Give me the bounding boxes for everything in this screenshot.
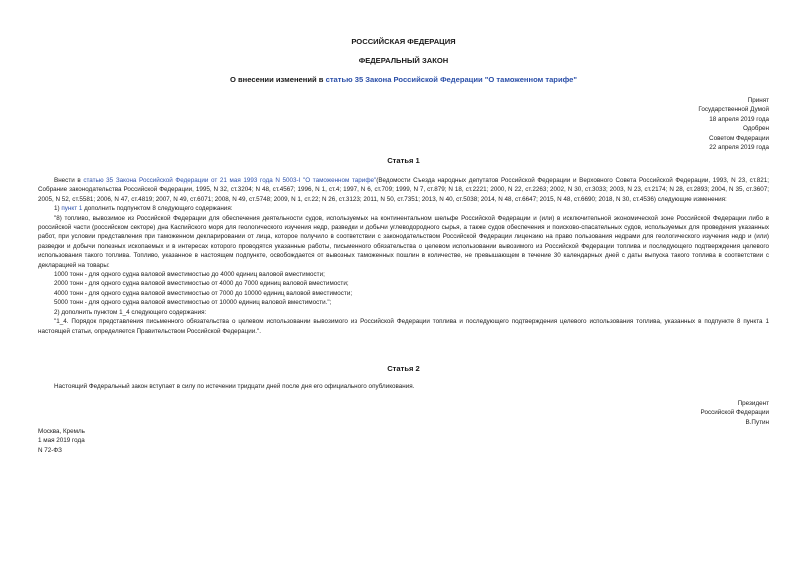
article-1-body bbox=[38, 176, 769, 336]
intro-rest: (Ведомости Съезда народных депутатов Российской Федерации и Верховного Совета Российской Федерации, 1993, N 23, ст.821; Собрание законодательства Российской Федерации, 1995, N 32, ст.3204; N 48, ст.4567; 1996, N 1, ст.4; 1997, N 6, ст.709; 1999, N 7, ст.879; N 18, ст.2221; 2000, N 22, ст.2263; 2002, N 30, ст.3033; 2003, N 23, ст.2174; N 28, ст.2893; 2004, N 35, ст.3607; 2005, N 52, ст.5581; 2006, N 47, ст.4819; 2007, N 49, ст.6071; 2008, N 49, ст.5748; 2009, N 1, ст.22; N 26, ст.3123; 2011, N 50, ст.7351; 2013, N 40, ст.5038; 2014, N 48, ст.6647; 2015, N 48, ст.6690; 2018, N 30, ст.4536) следующие изменения: bbox=[38, 177, 770, 203]
item-1-number: 1) bbox=[54, 205, 62, 213]
limit-line: 1000 тонн - для одного судна валовой вместимостью до 4000 единиц валовой вместимости; bbox=[54, 271, 325, 279]
item-1-link[interactable]: пункт 1 bbox=[61, 205, 83, 213]
item-1-rest: дополнить подпунктом 8 следующего содержания: bbox=[82, 205, 233, 213]
acceptance-line: Принят bbox=[747, 97, 769, 104]
acceptance-block bbox=[698, 96, 769, 152]
item-1-text: "8) топливо, вывозимое из Российской Федерации для обеспечения деятельности судов, используемых на континентальном шельфе Российской Федерации и (или) в исключительной экономической зоне Российской Федерации либо в российской части (российском секторе) дна Каспийского моря для геологического изучения недр, разведки и добычи углеводородного сырья, а также судов обеспечения и поисково-спасательных судов, используемых для проведения указанных работ, при условии представления при таможенном декларировании от лица, которое получило в соответствии с законодательством Российской Федерации лицензию на право пользования недрами для геологического изучения недр и (или) разведки и добычи полезных ископаемых и в интересах которого проводятся указанные работы, письменного обязательства о целевом использовании вывозимого из Российской Федерации топлива и последующего подтверждения целевого использования такого топлива. Топливо, указанное в настоящем подпункте, освобождается от вывозных таможенных пошлин в количестве, не превышающем в течение 30 календарных дней с даты выпуска такого топлива в соответствии с декларацией на товары: bbox=[38, 214, 769, 269]
law-title-prefix: О внесении изменений в bbox=[230, 75, 326, 84]
acceptance-line: Советом Федерации bbox=[709, 134, 769, 142]
signature-line: В.Путин bbox=[745, 418, 769, 426]
item-2: 2) дополнить пунктом 1_4 следующего содержания: bbox=[54, 308, 207, 316]
signature-block bbox=[701, 399, 769, 427]
signature-line: Президент bbox=[737, 400, 769, 407]
article-2-body bbox=[38, 382, 769, 391]
item-1 bbox=[38, 204, 769, 213]
signature-line: Российской Федерации bbox=[700, 409, 769, 417]
law-title bbox=[0, 75, 807, 84]
article-1-intro bbox=[38, 176, 769, 204]
date-line: 1 мая 2019 года bbox=[38, 437, 85, 445]
acceptance-line: Одобрен bbox=[742, 125, 769, 133]
country-heading: РОССИЙСКАЯ ФЕДЕРАЦИЯ bbox=[351, 37, 456, 46]
law-number: N 72-ФЗ bbox=[38, 446, 62, 454]
limit-line: 4000 тонн - для одного судна валовой вместимостью от 7000 до 10000 единиц валовой вместимости; bbox=[54, 289, 353, 297]
acceptance-line: 18 апреля 2019 года bbox=[709, 115, 769, 123]
acceptance-line: Государственной Думой bbox=[698, 106, 769, 114]
intro-prefix: Внести в bbox=[54, 177, 84, 184]
law-reference-link[interactable]: статью 35 Закона Российской Федерации от 21 мая 1993 года N 5003-I "О таможенном тарифе" bbox=[83, 177, 377, 184]
law-title-link[interactable]: статью 35 Закона Российской Федерации "О таможенном тарифе" bbox=[325, 75, 577, 84]
item-2-text: "1_4. Порядок представления письменного обязательства о целевом использовании вывозимого из Российской Федерации топлива и последующего подтверждения целевого использования топлива, указанных в подпункте 8 пункта 1 настоящей статьи, определяется Правительством Российской Федерации.". bbox=[38, 318, 769, 335]
doc-type-heading: ФЕДЕРАЛЬНЫЙ ЗАКОН bbox=[358, 56, 449, 65]
limit-line: 2000 тонн - для одного судна валовой вместимостью от 4000 до 7000 единиц валовой вместимости; bbox=[54, 280, 349, 288]
place-date-block bbox=[38, 427, 85, 455]
limit-line: 5000 тонн - для одного судна валовой вместимостью от 10000 единиц валовой вместимости."; bbox=[54, 299, 332, 307]
article-2-text: Настоящий Федеральный закон вступает в силу по истечении тридцати дней после дня его официального опубликования. bbox=[54, 383, 415, 390]
article-2-heading: Статья 2 bbox=[387, 364, 420, 373]
place-line: Москва, Кремль bbox=[38, 428, 85, 435]
article-1-heading: Статья 1 bbox=[387, 156, 420, 165]
acceptance-line: 22 апреля 2019 года bbox=[709, 144, 769, 152]
